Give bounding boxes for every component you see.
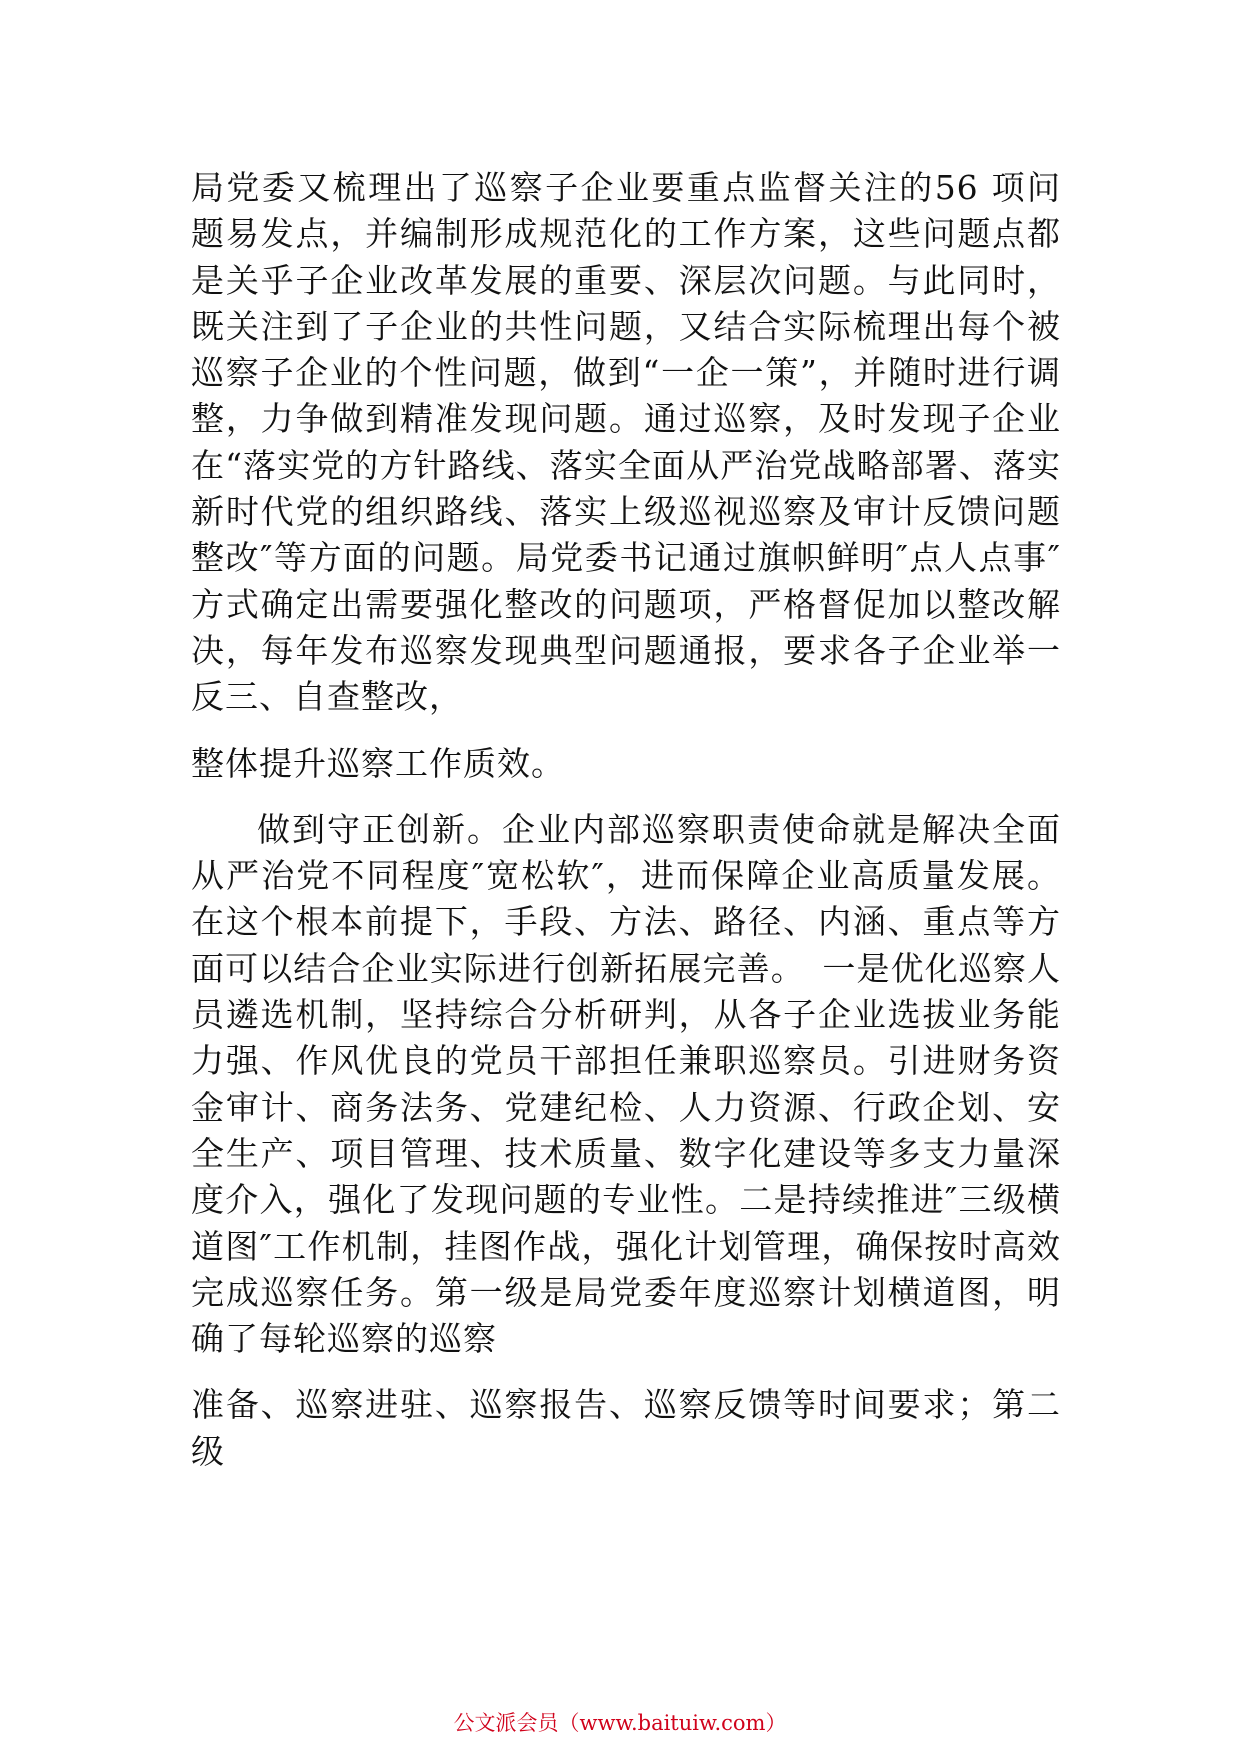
paragraph-inspection-issues: 局党委又梳理出了巡察子企业要重点监督关注的56 项问题易发点，并编制形成规范化的工作方案，这些问题点都是关乎子企业改革发展的重要、深层次问题。与此同时，既关注到了子企业的共性问题，又结合实际梳理出每个被巡察子企业的个性问题，做到“一企一策”，并随时进行调整，力争做到精准发现问题。通过巡察，及时发现子企业在“落实党的方针路线、落实全面从严治党战略部署、落实新时代党的组织路线、落实上级巡视巡察及审计反馈问题整改″等方面的问题。局党委书记通过旗帜鲜明″点人点事″方式确定出需要强化整改的问题项，严格督促加以整改解决，每年发布巡察发现典型问题通报，要求各子企业举一反三、自查整改， xyxy=(191,168,1061,717)
paragraph-timeline-continuation: 准备、巡察进驻、巡察报告、巡察反馈等时间要求；第二级 xyxy=(191,1385,1061,1471)
paragraph-innovation: 做到守正创新。企业内部巡察职责使命就是解决全面从严治党不同程度″宽松软″，进而保障企业高质量发展。在这个根本前提下，手段、方法、路径、内涵、重点等方面可以结合企业实际进行创新拓展完善。 一是优化巡察人员遴选机制，坚持综合分析研判，从各子企业选拔业务能力强、作风优良的党员干部担任兼职巡察员。引进财务资金审计、商务法务、党建纪检、人力资源、行政企划、安全生产、项目管理、技术质量、数字化建设等多支力量深度介入，强化了发现问题的专业性。二是持续推进″三级横道图″工作机制，挂图作战，强化计划管理，确保按时高效完成巡察任务。第一级是局党委年度巡察计划横道图，明确了每轮巡察的巡察 xyxy=(191,809,1061,1359)
footer-watermark: 公文派会员（www.baituiw.com） xyxy=(453,1711,787,1735)
paragraph-quality-improvement: 整体提升巡察工作质效。 xyxy=(191,743,565,783)
document-body xyxy=(191,165,1061,1475)
